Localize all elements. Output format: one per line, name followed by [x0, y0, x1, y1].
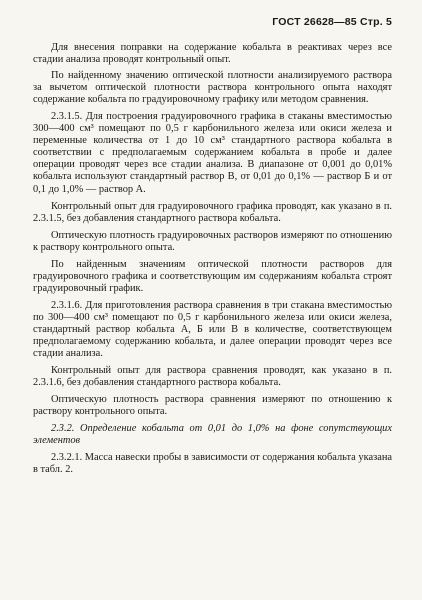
paragraph: По найденному значению оптической плотности анализируемого раствора за вычетом оптической плотности раствора контрольного опыта находят содержание кобальта по градуировочному графику или методом сравнения.: [33, 70, 392, 106]
section-heading-2-3-2: 2.3.2. Определение кобальта от 0,01 до 1,0% на фоне сопутствующих элементов: [33, 423, 392, 447]
paragraph: Оптическую плотность раствора сравнения измеряют по отношению к раствору контрольного опыта.: [33, 394, 392, 418]
paragraph: Оптическую плотность градуировочных растворов измеряют по отношению к раствору контрольного опыта.: [33, 229, 392, 253]
section-2-3-1-5: 2.3.1.5. Для построения градуировочного графика в стаканы вместимостью 300—400 см³ помещают по 0,5 г карбонильного железа или окиси железа и переменные количества от 1 до 10 см³ стандартного раствора кобальта в соответствии с предполагаемым содержанием кобальта в пробе и далее операции проводят через все стадии анализа. В диапазоне от 0,001 до 0,01% кобальта используют стандартный раствор В, от 0,01 до 0,1% — раствор Б и от 0,1 до 1,0% — раствор А.: [33, 111, 392, 195]
section-2-3-2-1: 2.3.2.1. Масса навески пробы в зависимости от содержания кобальта указана в табл. 2.: [33, 452, 392, 476]
paragraph: Для внесения поправки на содержание кобальта в реактивах через все стадии анализа проводят контрольный опыт.: [33, 42, 392, 66]
page-header: [33, 16, 392, 28]
paragraph: По найденным значениям оптической плотности растворов для градуировочного графика и соответствующим им содержаниям кобальта строят градуировочный график.: [33, 258, 392, 294]
standard-number: ГОСТ 26628—85: [272, 16, 357, 28]
paragraph: Контрольный опыт для раствора сравнения проводят, как указано в п. 2.3.1.6, без добавления стандартного раствора кобальта.: [33, 365, 392, 389]
page-number: Стр. 5: [359, 16, 392, 28]
document-body: [33, 42, 392, 477]
section-2-3-1-6: 2.3.1.6. Для приготовления раствора сравнения в три стакана вместимостью по 300—400 см³ помещают по 0,5 г карбонильного железа или окиси железа, стандартный раствор кобальта А, Б или В в количестве, соответствующем предполагаемому содержанию кобальта, и далее операции проводят через все стадии анализа.: [33, 299, 392, 360]
paragraph: Контрольный опыт для градуировочного графика проводят, как указано в п. 2.3.1.5, без добавления стандартного раствора кобальта.: [33, 200, 392, 224]
